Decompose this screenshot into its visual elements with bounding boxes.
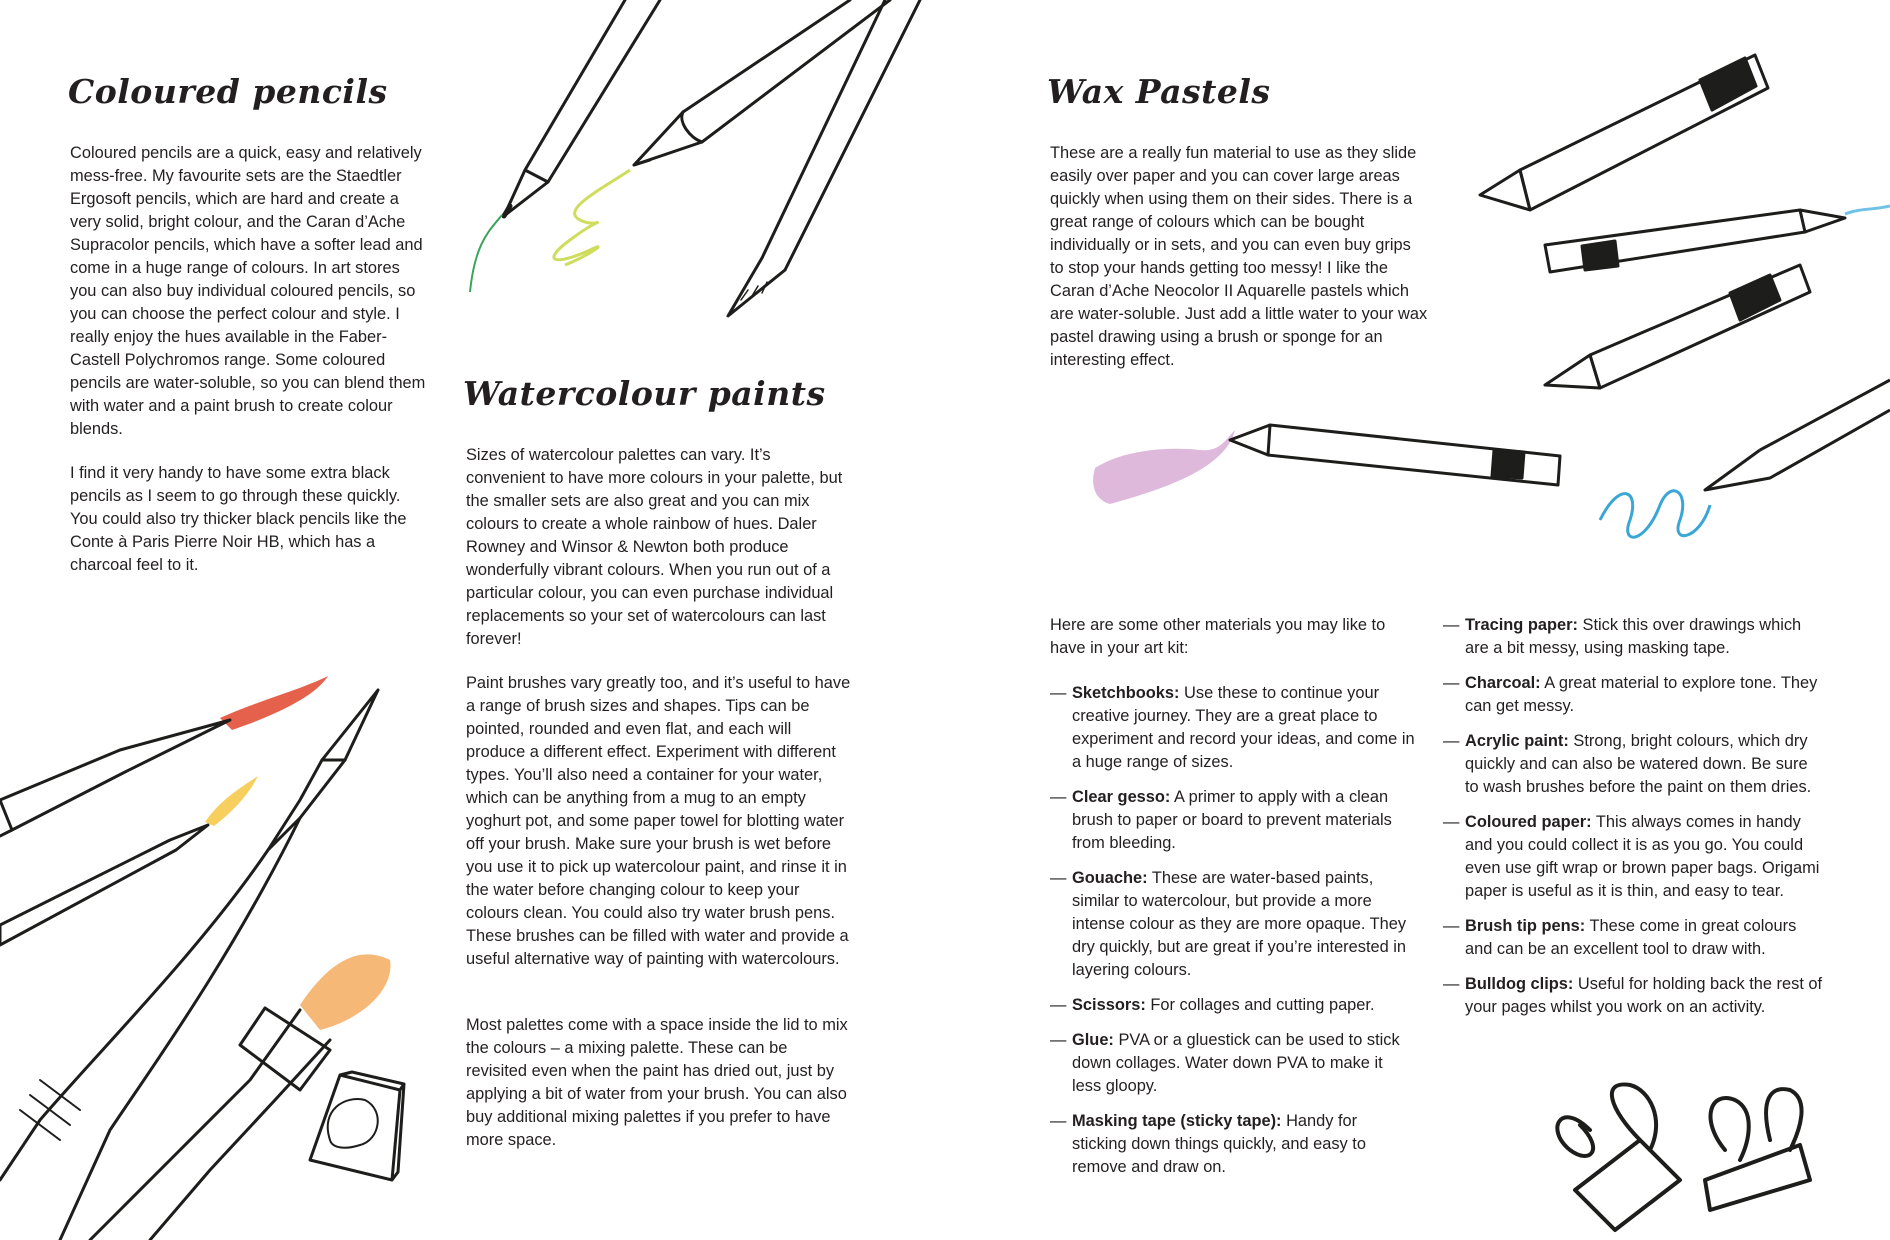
dash: — <box>1050 788 1067 806</box>
list-item-term: Masking tape (sticky tape): <box>1072 1112 1282 1130</box>
list-item <box>1443 672 1823 718</box>
list-item-text: Useful for holding back the rest of your pages whilst you work on an activity. <box>1465 975 1823 1016</box>
dash: — <box>1050 996 1067 1014</box>
list-item <box>1050 867 1415 982</box>
list-item-term: Coloured paper: <box>1465 813 1592 831</box>
list-item-text: These come in great colours and can be an excellent tool to draw with. <box>1465 917 1797 958</box>
watercolour-paints-title: Watercolour paints <box>463 374 826 413</box>
list-item-text: Strong, bright colours, which dry quickly and can also be watered down. Be sure to wash brushes before the paint on them dries. <box>1465 732 1812 796</box>
list-item-text: Use these to continue your creative journey. They are a great place to experiment and record your ideas, and come in a huge range of sizes. <box>1072 684 1415 771</box>
list-item <box>1050 786 1415 855</box>
watercolour-paints-paragraph-2: Paint brushes vary greatly too, and it’s useful to have a range of brush sizes and shapes. Tips can be pointed, rounded and even flat, and each will produce a different effect. Experiment with different types. You’ll also need a container for your water, which can be anything from a mug to an empty yoghurt pot, and some paper towel for blotting water off your brush. Make sure your brush is wet before you use it to pick up watercolour paint, and rinse it in the water before changing colour to keep your colours clean. You could also try water brush pens. These brushes can be filled with water and provide a useful alternative way of painting with watercolours. <box>466 674 851 968</box>
list-item-text: This always comes in handy and you could collect it is as you go. You could even use gift wrap or brown paper bags. Origami paper is useful as it is thin, and easy to tear. <box>1465 813 1820 900</box>
list-item-text: A great material to explore tone. They can get messy. <box>1465 674 1818 715</box>
list-item-term: Clear gesso: <box>1072 788 1171 806</box>
list-item-term: Bulldog clips: <box>1465 975 1574 993</box>
list-item-term: Brush tip pens: <box>1465 917 1586 935</box>
list-item-text: Handy for sticking down things quickly, and easy to remove and draw on. <box>1072 1112 1366 1176</box>
dash: — <box>1443 813 1460 831</box>
watercolour-paints-paragraph-3: Most palettes come with a space inside the lid to mix the colours – a mixing palette. These can be revisited even when the paint has dried out, just by applying a bit of water from your brush. You can also buy additional mixing palettes if you prefer to have more space. <box>466 1016 848 1149</box>
list-item-term: Charcoal: <box>1465 674 1541 692</box>
dash: — <box>1443 975 1460 993</box>
list-item-term: Scissors: <box>1072 996 1146 1014</box>
materials-intro: Here are some other materials you may like to have in your art kit: <box>1050 616 1386 657</box>
list-item-text: For collages and cutting paper. <box>1150 996 1375 1014</box>
list-item-term: Sketchbooks: <box>1072 684 1180 702</box>
dash: — <box>1050 1031 1067 1049</box>
dash: — <box>1443 732 1460 750</box>
wax-pastels-title: Wax Pastels <box>1047 72 1271 111</box>
materials-list-left <box>1050 682 1415 1191</box>
list-item <box>1443 973 1823 1019</box>
wax-pastels-paragraph: These are a really fun material to use as they slide easily over paper and you can cover large areas quickly when using them on their sides. There is a great range of colours which can be bought individually or in sets, and you can even buy grips to stop your hands getting too messy! I like the Caran d’Ache Neocolor II Aquarelle pastels which are water-soluble. Just add a little water to your wax pastel drawing using a brush or sponge for an interesting effect. <box>1050 144 1428 369</box>
list-item-text: PVA or a gluestick can be used to stick down collages. Water down PVA to make it less gloopy. <box>1072 1031 1400 1095</box>
list-item-term: Tracing paper: <box>1465 616 1578 634</box>
coloured-pencils-title: Coloured pencils <box>68 72 388 111</box>
list-item-term: Glue: <box>1072 1031 1114 1049</box>
list-item <box>1050 1110 1415 1179</box>
list-item <box>1443 915 1823 961</box>
dash: — <box>1050 1112 1067 1130</box>
list-item <box>1050 682 1415 774</box>
watercolour-paints-paragraph-1: Sizes of watercolour palettes can vary. It’s convenient to have more colours in your palette, but the smaller sets are also great and you can mix colours to create a whole rainbow of hues. Daler Rowney and Winsor & Newton both produce wonderfully vibrant colours. When you run out of a particular colour, you can even purchase individual replacements so your set of watercolours can last forever! <box>466 446 843 648</box>
dash: — <box>1443 674 1460 692</box>
list-item <box>1050 1029 1415 1098</box>
list-item-text: Stick this over drawings which are a bit messy, using masking tape. <box>1465 616 1802 657</box>
dash: — <box>1050 684 1067 702</box>
list-item-text: A primer to apply with a clean brush to paper or board to prevent materials from bleeding. <box>1072 788 1392 852</box>
dash: — <box>1050 869 1067 887</box>
coloured-pencils-paragraph-1: Coloured pencils are a quick, easy and relatively mess-free. My favourite sets are the Staedtler Ergosoft pencils, which are hard and create a very solid, bright colour, and the Caran d’Ache Supracolor pencils, which have a softer lead and come in a huge range of colours. In art stores you can also buy individual coloured pencils, so you can choose the perfect colour and style. I really enjoy the hues available in the Faber-Castell Polychromos range. Some coloured pencils are water-soluble, so you can blend them with water and a paint brush to create colour blends. <box>70 144 426 438</box>
list-item <box>1050 994 1415 1017</box>
coloured-pencils-paragraph-2: I find it very handy to have some extra black pencils as I seem to go through these quickly. You could also try thicker black pencils like the Conte à Paris Pierre Noir HB, which has a charcoal feel to it. <box>70 464 407 574</box>
dash: — <box>1443 616 1460 634</box>
materials-list-right <box>1443 614 1823 1031</box>
list-item-term: Gouache: <box>1072 869 1148 887</box>
dash: — <box>1443 917 1460 935</box>
list-item-text: These are water-based paints, similar to watercolour, but provide a more intense colour as they are more opaque. They dry quickly, but are great if you’re interested in layering colours. <box>1072 869 1407 979</box>
list-item-term: Acrylic paint: <box>1465 732 1569 750</box>
list-item <box>1443 614 1823 660</box>
list-item <box>1443 811 1823 903</box>
list-item <box>1443 730 1823 799</box>
